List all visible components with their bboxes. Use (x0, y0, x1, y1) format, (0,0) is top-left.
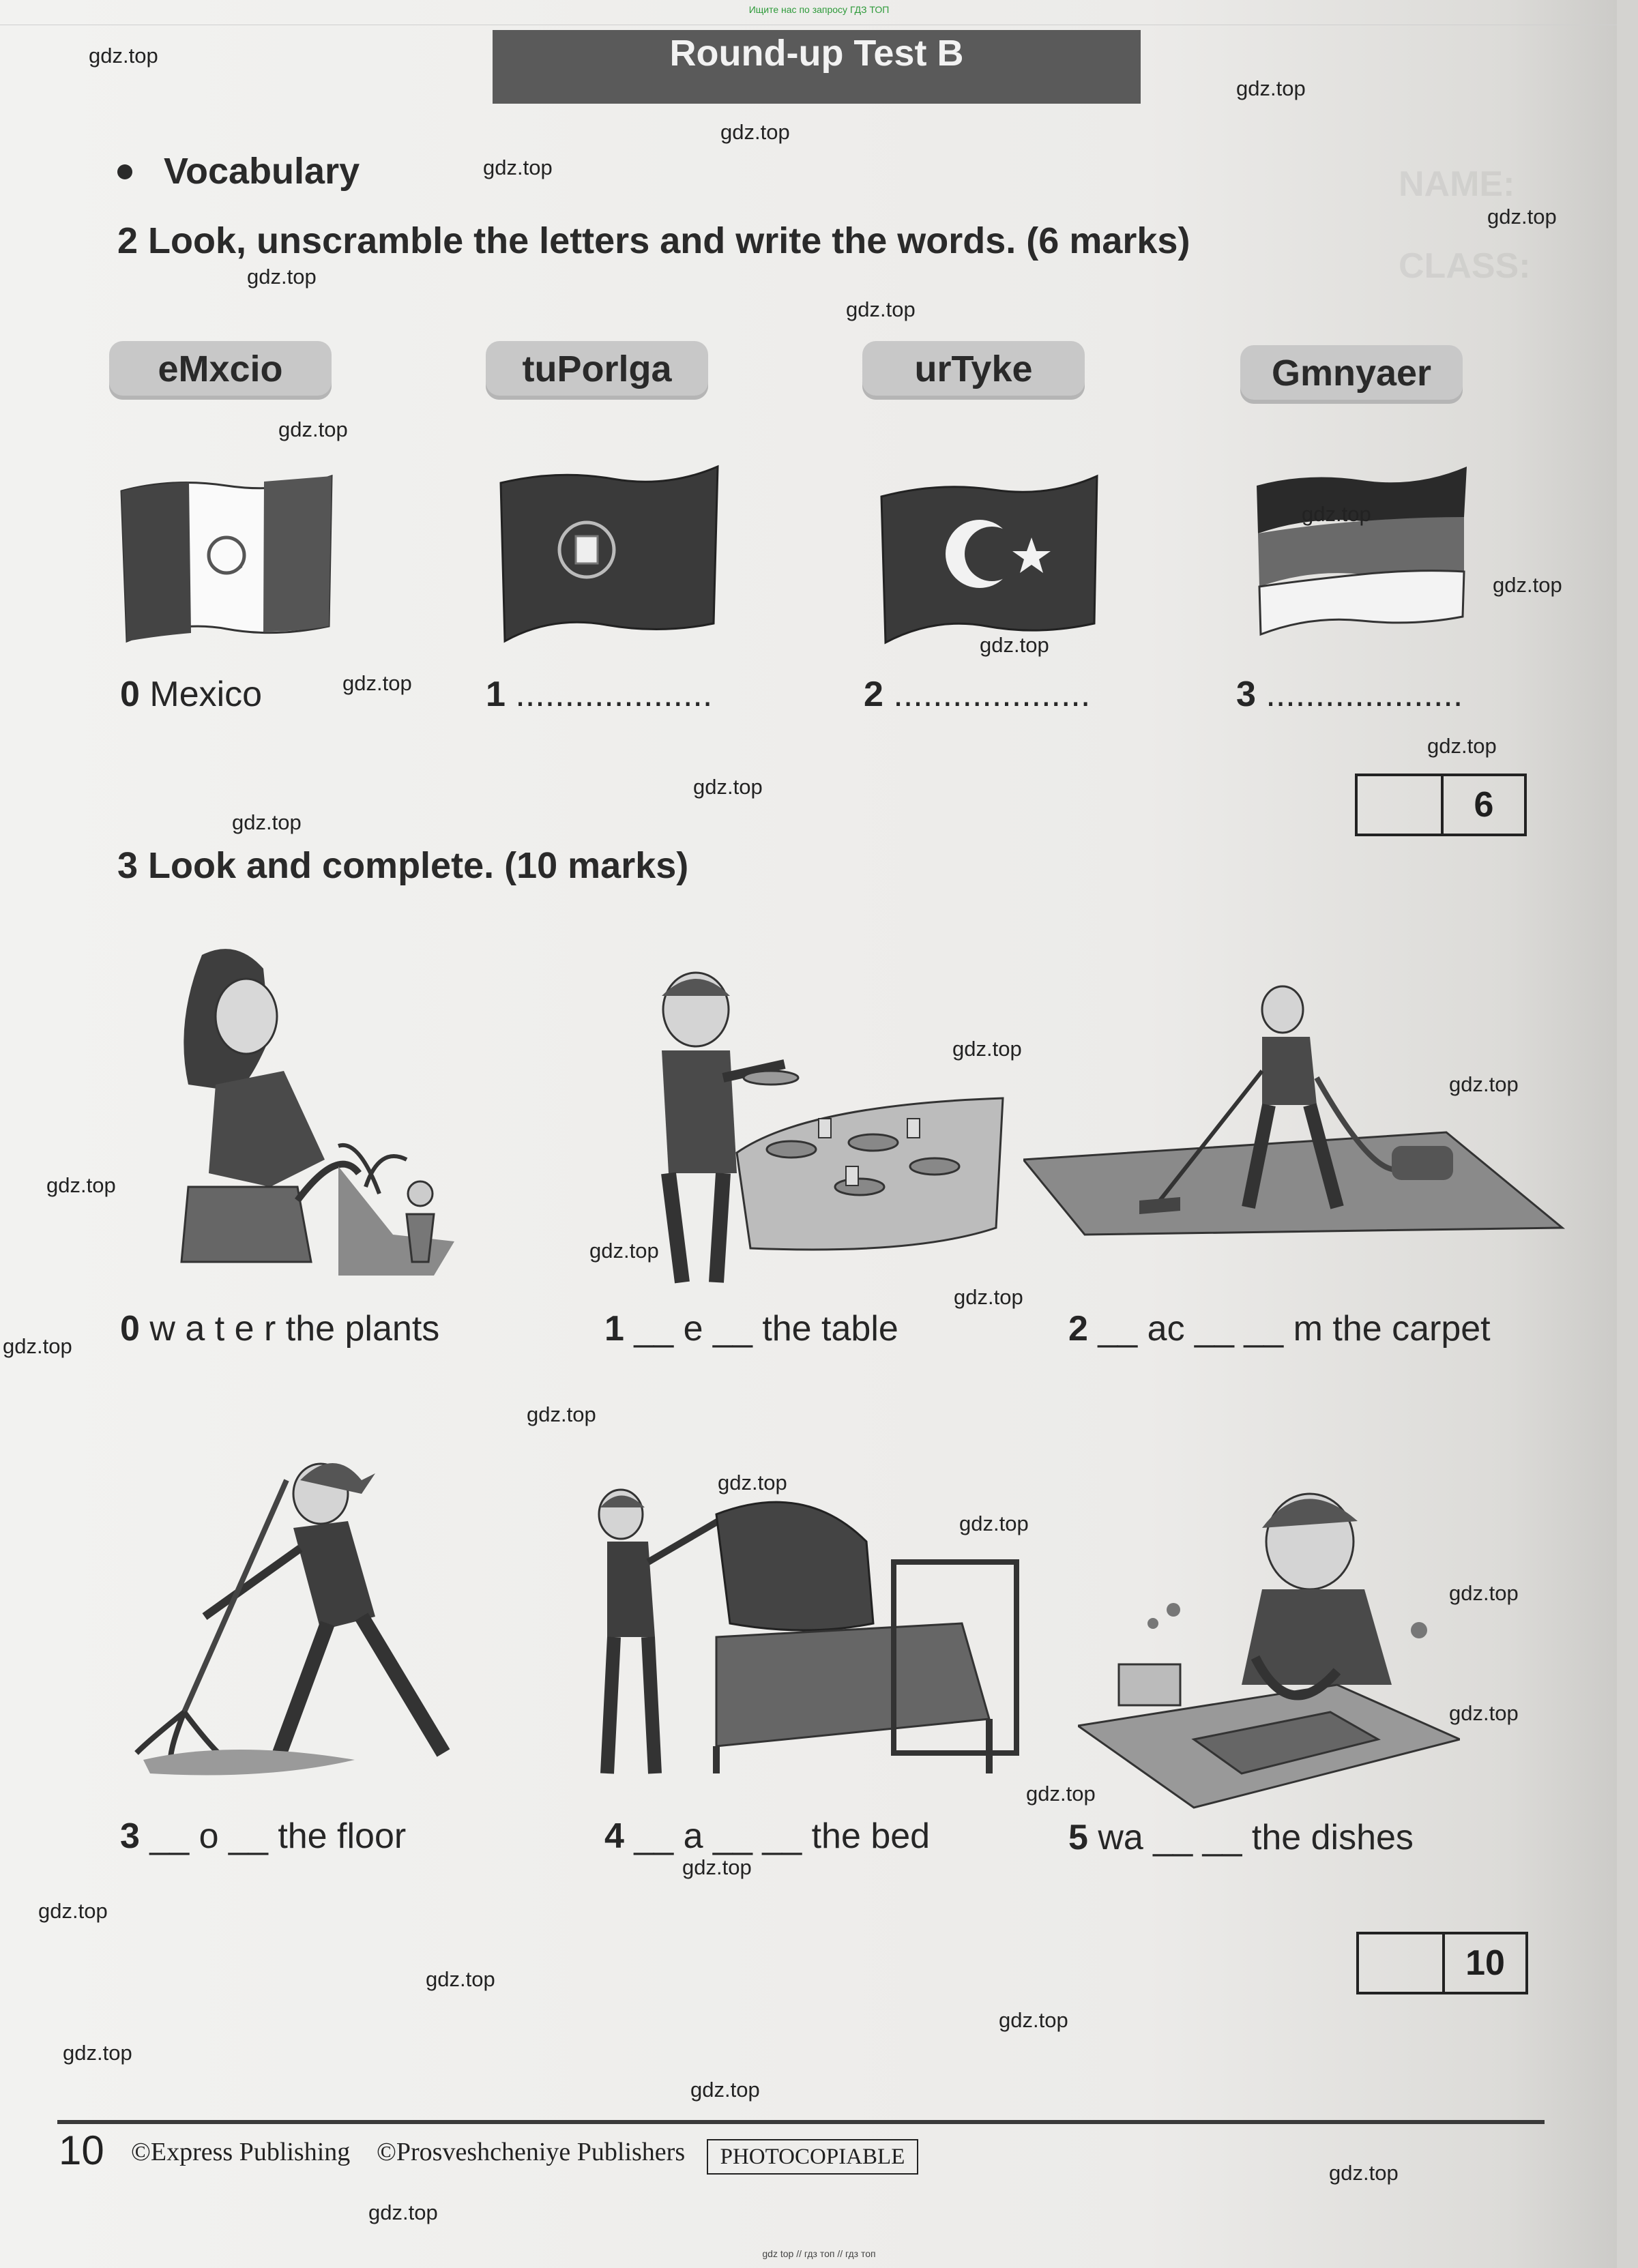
portugal-flag-icon (497, 462, 722, 648)
watermark: gdz.top (1329, 2161, 1399, 2185)
flag-caption: 3 .................... (1236, 675, 1463, 714)
photocopiable-badge: PHOTOCOPIABLE (707, 2139, 918, 2175)
watermark: gdz.top (980, 633, 1049, 657)
phrase-2: 2 __ ac __ __ m the carpet (1068, 1309, 1491, 1349)
mexico-flag-icon (117, 471, 336, 649)
wash-dishes-picture (1078, 1480, 1460, 1821)
watermark: gdz.top (426, 1967, 495, 1991)
phrase-3: 3 __ o __ the floor (120, 1816, 407, 1856)
watermark: gdz.top (38, 1899, 108, 1923)
watermark: gdz.top (1449, 1581, 1519, 1605)
watermark: gdz.top (342, 671, 412, 695)
watermark: gdz.top (3, 1334, 72, 1358)
watermark: gdz.top (959, 1512, 1029, 1535)
watermark: gdz.top (232, 810, 302, 834)
water-plants-picture (134, 941, 454, 1282)
top-search-note: Ищите нас по запросу ГДЗ ТОП (748, 4, 890, 15)
watermark: gdz.top (368, 2200, 438, 2224)
scrambled-word: tuPorlga (486, 341, 708, 400)
scrambled-word: eMxcio (109, 341, 332, 400)
bullet-icon (117, 164, 132, 179)
phrase-1: 1 __ e __ the table (604, 1309, 898, 1349)
scrambled-word: Gmnyaer (1240, 345, 1463, 404)
germany-flag-icon (1253, 462, 1471, 640)
flag-caption: 0 Mexico (120, 675, 263, 714)
footer-rule (57, 2120, 1545, 2124)
watermark: gdz.top (1449, 1072, 1519, 1096)
section-vocabulary: Vocabulary (164, 151, 360, 192)
test-title-banner: Round-up Test B (493, 30, 1141, 104)
watermark: gdz.top (718, 1471, 787, 1494)
watermark: gdz.top (954, 1285, 1023, 1309)
watermark: gdz.top (247, 265, 317, 289)
watermark: gdz.top (527, 1402, 596, 1426)
watermark: gdz.top (483, 156, 553, 179)
watermark: gdz.top (1449, 1701, 1519, 1725)
watermark: gdz.top (720, 120, 790, 144)
score-blank (1359, 1934, 1445, 1992)
phrase-0: 0 w a t e r the plants (120, 1309, 440, 1349)
vacuum-carpet-picture (1023, 982, 1569, 1241)
watermark: gdz.top (999, 2008, 1068, 2032)
watermark: gdz.top (1302, 502, 1371, 526)
watermark: gdz.top (89, 44, 158, 68)
flag-caption: 1 .................... (486, 675, 713, 714)
exercise-3-instruction: 3 Look and complete. (10 marks) (117, 845, 689, 886)
phrase-4: 4 __ a __ __ the bed (604, 1816, 931, 1856)
exercise-2-instruction: 2 Look, unscramble the letters and write the words. (6 marks) (117, 220, 1190, 261)
watermark: gdz.top (1493, 573, 1562, 597)
turkey-flag-icon (877, 472, 1101, 647)
watermark: gdz.top (63, 2041, 132, 2065)
score-box-exercise-3 (1356, 1932, 1528, 1994)
max-score: 10 (1465, 1943, 1505, 1983)
watermark: gdz.top (46, 1173, 116, 1197)
scrambled-word: urTyke (862, 341, 1085, 400)
lay-table-picture (641, 969, 1010, 1296)
score-box-exercise-2 (1355, 774, 1527, 836)
bottom-note: gdz top // гдз топ // гдз топ (762, 2248, 876, 2259)
watermark: gdz.top (1026, 1782, 1096, 1806)
watermark: gdz.top (690, 2078, 760, 2102)
page-number: 10 (59, 2127, 104, 2173)
score-blank (1358, 776, 1444, 834)
watermark: gdz.top (1236, 76, 1306, 100)
publisher-2: ©Prosveshcheniye Publishers (377, 2138, 686, 2166)
phrase-5: 5 wa __ __ the dishes (1068, 1818, 1414, 1857)
watermark: gdz.top (846, 297, 916, 321)
watermark: gdz.top (589, 1239, 659, 1263)
publisher-1: ©Express Publishing (131, 2138, 351, 2166)
page-edge-shadow (1617, 0, 1638, 2268)
watermark: gdz.top (1427, 734, 1497, 758)
watermark: gdz.top (278, 417, 348, 441)
max-score: 6 (1474, 785, 1494, 825)
flag-caption: 2 .................... (864, 675, 1091, 714)
ghost-text: CLASS: (1399, 246, 1531, 286)
watermark: gdz.top (682, 1855, 752, 1879)
watermark: gdz.top (952, 1037, 1022, 1061)
ghost-text: NAME: (1399, 164, 1515, 204)
watermark: gdz.top (1487, 205, 1557, 229)
watermark: gdz.top (693, 775, 763, 799)
mop-floor-picture (130, 1453, 471, 1794)
